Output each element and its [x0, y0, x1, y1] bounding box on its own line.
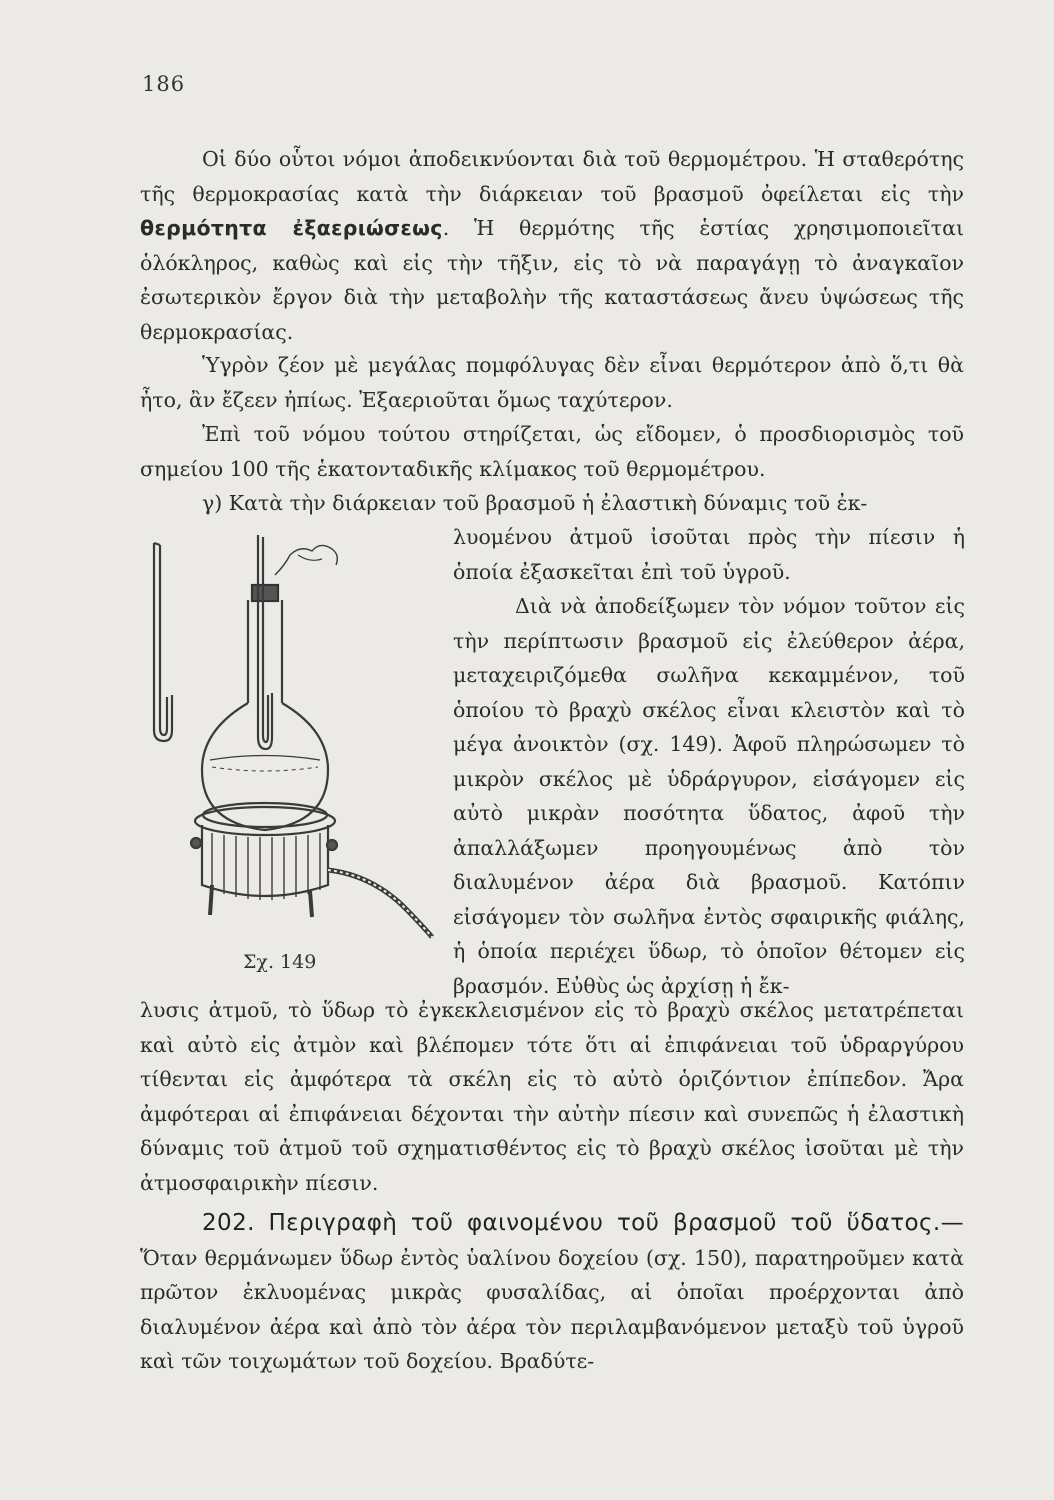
paragraph-thermometer-point: Ἐπὶ τοῦ νόμου τούτου στηρίζεται, ὡς εἴδομεν, ὁ προσδιορισμὸς τοῦ σημείου 100 τῆς ἑκατονταδικῆς κλίμακος τοῦ θερμομέτρου. — [140, 422, 964, 481]
figure-caption: Σχ. 149 — [243, 951, 317, 973]
paragraph-text: Οἱ δύο οὗτοι νόμοι ἀποδεικνύονται διὰ τοῦ θερμομέτρου. Ἡ σταθερότης τῆς θερμοκρασίας κατὰ τὴν διάρκειαν τοῦ βρασμοῦ ὀφείλεται εἰς τὴν — [140, 147, 964, 206]
section-202 — [140, 1206, 964, 1379]
page-number: 186 — [142, 72, 186, 96]
paragraph-law-c-side: λυομένου ἀτμοῦ ἰσοῦται πρὸς τὴν πίεσιν ἡ ὁποία ἐξασκεῖται ἐπὶ τοῦ ὑγροῦ. — [453, 525, 965, 584]
paragraph-large-bubbles: Ὑγρὸν ζέον μὲ μεγάλας πομφόλυγας δὲν εἶναι θερμότερον ἀπὸ ὅ,τι θὰ ἦτο, ἂν ἔζεεν ἠπίως. Ἐξαεριοῦται ὅμως ταχύτερον. — [140, 353, 964, 412]
section-heading: 202. Περιγραφὴ τοῦ φαινομένου τοῦ βρασμοῦ τοῦ ὕδατος.— — [202, 1210, 964, 1236]
figure-149 — [140, 525, 440, 945]
paragraph-experiment-continued: λυσις ἀτμοῦ, τὸ ὕδωρ τὸ ἐγκεκλεισμένον εἰς τὸ βραχὺ σκέλος μετατρέπεται καὶ αὐτὸ εἰς ἀτμὸν καὶ βλέπομεν τότε ὅτι αἱ ἐπιφάνειαι τοῦ ὑδραργύρου τίθενται εἰς ἀμφότερα τὰ σκέλη εἰς τὸ αὐτὸ ὁριζόντιον ἐπίπεδον. Ἄρα ἀμφότεραι αἱ ἐπιφάνειαι δέχονται τὴν αὐτὴν πίεσιν καὶ συνεπῶς ἡ ἐλαστικὴ δύναμις τοῦ ἀτμοῦ τοῦ σχηματισθέντος εἰς τὸ βραχὺ σκέλος ἰσοῦται μὲ τὴν ἀτμοσφαιρικὴν πίεσιν. — [140, 998, 964, 1195]
paragraph-experiment-side: Διὰ νὰ ἀποδείξωμεν τὸν νόμον τοῦτον εἰς τὴν περίπτωσιν βρασμοῦ εἰς ἐλεύθερον ἀέρα, μεταχειριζόμεθα σωλῆνα κεκαμμένον, τοῦ ὁποίου τὸ βραχὺ σκέλος εἶναι κλειστὸν καὶ τὸ μέγα ἀνοικτὸν (σχ. 149). Ἀφοῦ πληρώσωμεν τὸ μικρὸν σκέλος μὲ ὑδράργυρον, εἰσάγομεν εἰς αὐτὸ μικρὰν ποσότητα ὕδατος, ἀφοῦ τὴν ἀπαλλάξωμεν προηγουμένως ἀπὸ τὸν διαλυμένον ἀέρα διὰ βρασμοῦ. Κατόπιν εἰσάγομεν τὸν σωλῆνα ἐντὸς σφαιρικῆς φιάλης, ἡ ὁποία περιέχει ὕδωρ, τὸ ὁποῖον θέτομεν εἰς βρασμόν. Εὐθὺς ὡς ἀρχίσῃ ἡ ἔκ- — [453, 594, 965, 998]
section-text: Ὅταν θερμάνωμεν ὕδωρ ἐντὸς ὑαλίνου δοχείου (σχ. 150), παρατηροῦμεν κατὰ πρῶτον ἐκλυομένας μικρὰς φυσαλίδας, αἱ ὁποῖαι προέρχονται ἀπὸ διαλυμένον ἀέρα καὶ ἀπὸ τὸν ἀέρα τὸν περιλαμβανόμενον μεταξὺ τοῦ ὑγροῦ καὶ τῶν τοιχωμάτων τοῦ δοχείου. Βραδύτε- — [140, 1245, 964, 1373]
paragraph-text: . Ἡ θερμότης τῆς ἑστίας χρησιμοποιεῖται ὁλόκληρος, καθὼς καὶ εἰς τὴν τῆξιν, εἰς τὸ νὰ παραγάγῃ τὸ ἀναγκαῖον ἐσωτερικὸν ἔργον διὰ τὴν μεταβολὴν τῆς καταστάσεως ἄνευ ὑψώσεως τῆς θερμοκρασίας. — [140, 216, 964, 344]
paragraph-law-c-first-line: γ) Κατὰ τὴν διάρκειαν τοῦ βρασμοῦ ἡ ἐλαστικὴ δύναμις τοῦ ἐκ- — [202, 491, 868, 515]
bold-term: θερμότητα ἐξαεριώσεως — [140, 216, 443, 240]
paragraph-boiling-laws — [140, 142, 964, 349]
flask-apparatus-illustration — [140, 525, 440, 945]
